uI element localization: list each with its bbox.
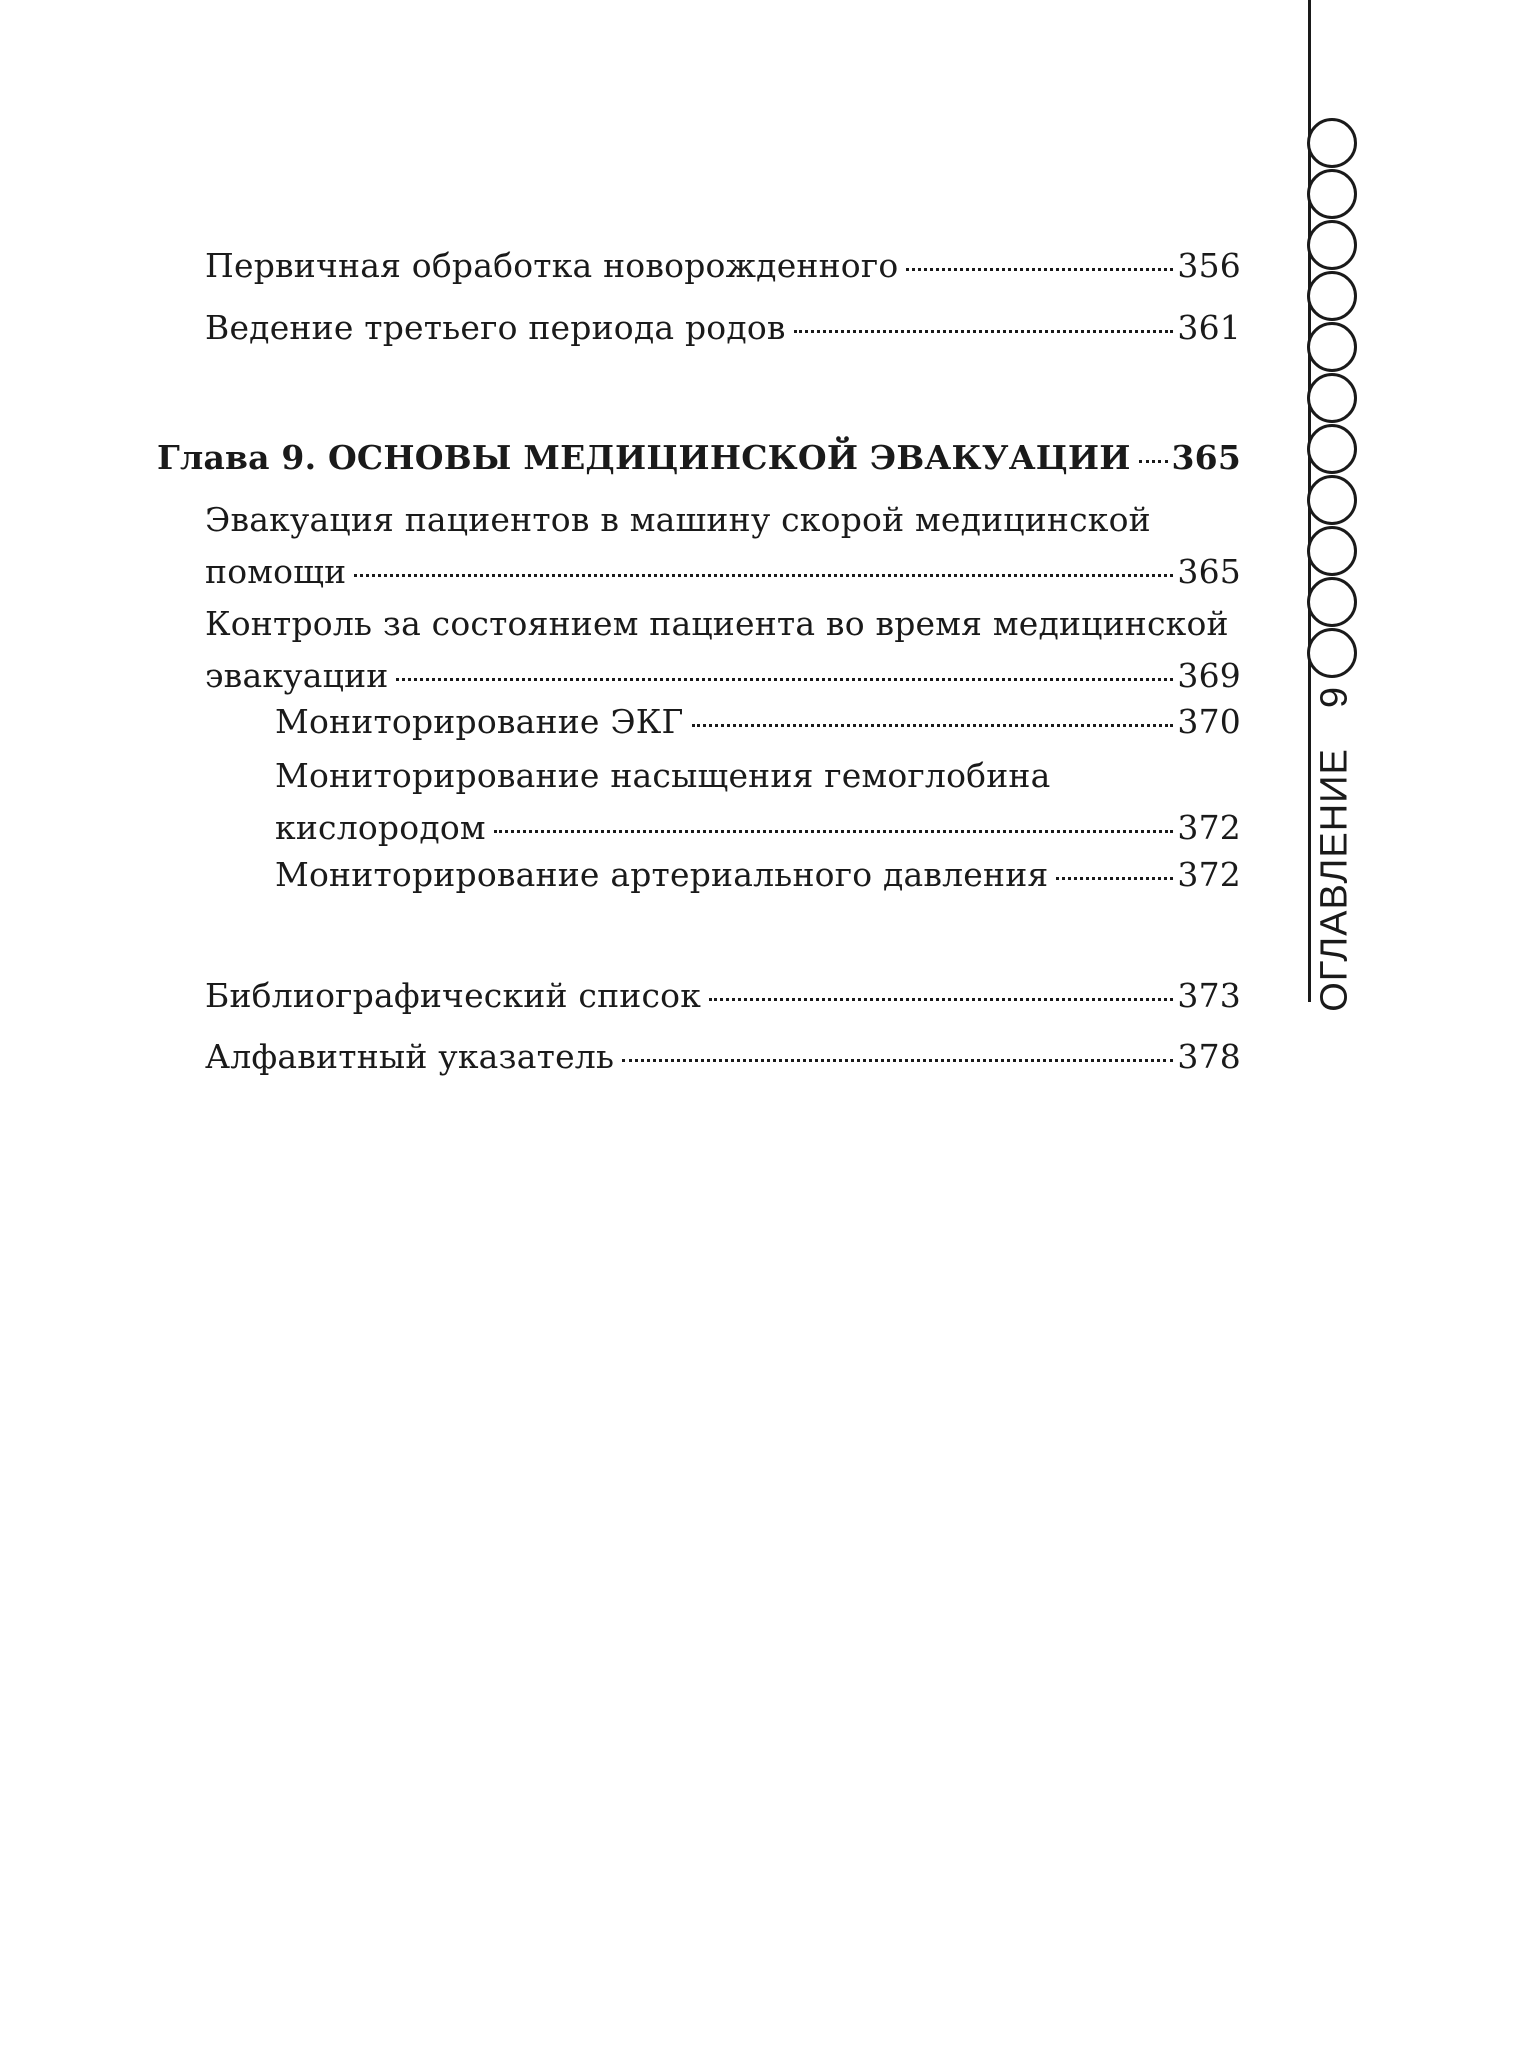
side-tab-ring [1307,271,1357,321]
toc-entry-title-line2: эвакуации [205,656,389,695]
toc-entry-page: 373 [1177,976,1241,1015]
toc-leader-dots [1056,877,1173,880]
side-tab-ring [1307,475,1357,525]
toc-entry-oxygen-saturation[interactable] [275,750,1241,854]
toc-entry-title: Мониторирование артериального давления [275,855,1049,894]
toc-entry-third-stage-labor[interactable] [205,302,1241,354]
toc-entry-title: Алфавитный указатель [205,1037,615,1076]
side-tab-ring [1307,322,1357,372]
toc-entry-title: Ведение третьего периода родов [205,308,786,347]
side-tab-ring [1307,526,1357,576]
side-tab-ring [1307,424,1357,474]
side-tab-ring [1307,577,1357,627]
toc-entry-title-line2: помощи [205,552,347,591]
side-tab-ring [1307,169,1357,219]
toc-leader-dots [692,724,1174,727]
toc-chapter-9[interactable] [157,432,1241,484]
toc-leader-dots [354,574,1173,577]
toc-entry-index[interactable] [205,1031,1241,1083]
toc-leader-dots [396,678,1173,681]
toc-entry-title-line1: Контроль за состоянием пациента во время медицинской [205,604,1229,643]
toc-entry-blood-pressure[interactable] [275,849,1241,901]
toc-entry-title: Первичная обработка новорожденного [205,246,899,285]
toc-entry-newborn-care[interactable] [205,240,1241,292]
toc-entry-page: 378 [1177,1037,1241,1076]
side-section-label: ОГЛАВЛЕНИЕ [1313,748,1356,1012]
side-tab-ring [1307,373,1357,423]
toc-leader-dots [622,1059,1173,1062]
toc-leader-dots [906,268,1173,271]
toc-entry-bibliography[interactable] [205,970,1241,1022]
toc-leader-dots [709,998,1173,1001]
side-tab-rings [1307,118,1359,679]
side-page-number: 9 [1313,686,1356,709]
toc-entry-page: 372 [1177,855,1241,894]
toc-entry-ambulance-evacuation[interactable] [205,494,1241,598]
toc-leader-dots [794,330,1174,333]
toc-entry-title: Мониторирование ЭКГ [275,702,684,741]
toc-leader-dots [494,830,1174,833]
toc-entry-page: 369 [1177,656,1241,695]
toc-entry-page: 365 [1171,438,1241,477]
toc-entry-page: 356 [1177,246,1241,285]
toc-entry-page: 370 [1177,702,1241,741]
toc-entry-patient-monitoring[interactable] [205,598,1241,702]
side-tab-ring [1307,220,1357,270]
toc-entry-page: 361 [1177,308,1241,347]
toc-entry-title-line1: Эвакуация пациентов в машину скорой медицинской [205,500,1151,539]
toc-entry-ecg-monitoring[interactable] [275,696,1241,748]
toc-chapter-title: Глава 9. ОСНОВЫ МЕДИЦИНСКОЙ ЭВАКУАЦИИ [157,438,1131,477]
toc-entry-title: Библиографический список [205,976,702,1015]
toc-entry-page: 365 [1177,552,1241,591]
toc-entry-title-line1: Мониторирование насыщения гемоглобина [275,756,1051,795]
toc-entry-page: 372 [1177,808,1241,847]
toc-leader-dots [1139,460,1168,463]
side-tab-ring [1307,628,1357,678]
toc-entry-title-line2: кислородом [275,808,486,847]
side-tab-ring [1307,118,1357,168]
